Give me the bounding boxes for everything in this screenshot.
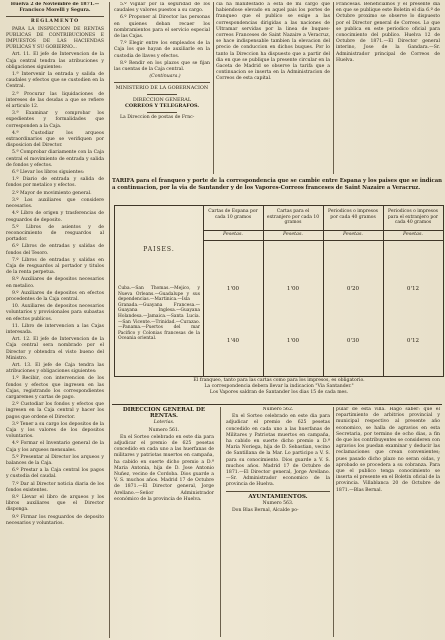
unit-label: Pesetas. <box>283 232 303 237</box>
table-cell: 1'00 <box>286 286 300 292</box>
table-cell: 0'12 <box>406 338 420 344</box>
article-list <box>114 2 210 80</box>
table-cell: 0'12 <box>406 286 420 292</box>
article-paragraph: 2.ª Procurar las liquidaciones de intereses de las deudas a que se refiere el articulo 12. <box>6 91 104 110</box>
item-text: Don Blas Bernal, Alcalde po- <box>232 508 299 514</box>
column-regulations <box>6 2 104 638</box>
article-list <box>6 52 104 527</box>
article-paragraph: 1.º Diario de entrada y salida de fondos por metalico y efectos. <box>6 177 104 189</box>
article-paragraph: 2.º Mayor de movimiento general. <box>12 190 92 196</box>
item-number: Numero 563. <box>262 500 294 506</box>
article-paragraph: 3.º Los auxiliares que considere necesarios. <box>6 197 104 210</box>
article-paragraph: Art. 11. El jefe de Intervencion de la Caja central tendra las atribuciones y obligaciones siguientes: <box>6 52 104 70</box>
article-paragraph: 5.º Presentar al Director los arqueos y balances de la Caja. <box>6 454 104 467</box>
divider <box>114 82 210 83</box>
row-rule <box>203 230 443 231</box>
article-paragraph: 6.º Prestar a la Caja central los pagos y custodia del caudal. <box>6 468 104 480</box>
notice-text: Francesas. Beneficiamos y el presente dia en que se publique este Boletin el dia 6.º de Octubre proximo se observe lo dispuesto por el Director general de Correos. Lo que se publica en este periodico oficial para conocimiento del publico. Huelva 12 de Octubre de 1871.—El Director general interino, Jose de la Gandara.—Sr. Administrador principal de Correos de Huelva. <box>336 2 440 63</box>
article-paragraph: (Continuara.) <box>149 74 181 80</box>
dateline: Huelva 2 de Noviembre de 1871.—Francisco Morelli y Segura. <box>10 2 100 14</box>
divider <box>147 94 177 95</box>
column-rule <box>109 2 110 638</box>
item-text: pular de esta villa. Hago saber: que el repartimiento de arbitrios provincial y municipal respectivo al presente año economico, se halla de agravios en esta Secretaria, por termino de ocho dias, a fin de que los contribuyentes se consideren con agravios los puedan examinar y deducir las reclamaciones que crean convenientes; pues pasado dicho plazo no seran oidas, y aprobado se procedera a su cobranza. Para que el publico tenga conocimiento se inserta el presente en el Boletin oficial de la provincia. Villablanca 20 de Octubre de 1871.—Blas Bernal. <box>336 407 440 493</box>
article-paragraph: 4.º Formar el Inventario general de la Caja y los arqueos mensuales. <box>6 441 104 453</box>
tariff-table <box>114 205 444 377</box>
article-paragraph: 6.º Proponer al Director las personas en quienes deban recaer los nombramientos para el servicio especial de las Cajas. <box>114 15 210 40</box>
article-paragraph: 1.ª Intervenir la entrada y salida de caudales y efectos que se custodien en la Central. <box>6 72 104 90</box>
article-paragraph: Art. 12. El jefe de Intervencion de la Caja central sera nombrado por el Director y obtendra el visto bueno del Ministro. <box>6 337 104 361</box>
article-paragraph: 8.º Auxiliares de depositos necesarios en metalico. <box>6 277 104 289</box>
item-number: Numero 561. <box>148 427 180 433</box>
article-paragraph: 7.º Dar al Director noticia diaria de los fondos existentes. <box>6 481 104 493</box>
direction-heading: DIRECCION GENERAL <box>132 96 192 103</box>
article-paragraph: 5.º Libros de asientos y de reconocimiento de resguardos al portador. <box>6 224 104 243</box>
divider <box>6 16 104 17</box>
item-text: En el Sorteo celebrado en este dia para adjudicar el premio de 625 pesetas concedido en cada uno a las huerfanas de militares y patriotas muertos en campaña, ha cabido en suerte dicho premio a D.ª Maria Antonia, hija de D. Jose Antonio Nuñez, vecino de Cordoba. Dios guarde a V. S. muchos años. Madrid 17 de Octubre de 1871.—El Director general, Jorge Arellano.—Señor Administrador económico de la provincia de Huelva. <box>114 434 214 502</box>
article-paragraph: 5.º Vigilar por la seguridad de los caudales y valores puestos a su cargo. <box>114 2 210 14</box>
table-cell: 1'40 <box>226 338 240 344</box>
column-rule <box>333 2 334 174</box>
article-paragraph: 4.º Libro de origen y trasferencias de resguardos de deposito. <box>6 211 104 223</box>
section-title: REGLAMENTO <box>30 19 80 25</box>
postal-paragraph: La Direccion de postas de Frnc- <box>120 114 195 120</box>
article-paragraph: 9.º Auxiliares de depositos en efectos procedentes de la Caja central. <box>6 290 104 302</box>
article-paragraph: 1.º Recibir, con intervencion de los fondos y efectos que ingresen en las Cajas, registrando los correspondientes cargaremes y cartas de pago. <box>6 376 104 400</box>
countries-header: PAISES. <box>143 246 175 253</box>
table-cell: 1'00 <box>226 286 240 292</box>
item-text: En el Sorteo celebrado en este dia para adjudicar el premio de 625 pesetas concedido en cada uno a las huerfanas de Militares y Patriotas muertos en campaña, ha cabido en suerte dicho premio a D.ª Maria Noriega, hija de D. Sebastian, vecino de Santillana de la Mar. Lo participo a V. S. para su conocimiento. Dios guarde a V. S. muchos años. Madrid 17 de Octubre de 1871.—El Director general, Jorge Arellano.—Sr. Administrador economico de la provincia de Huelva. <box>226 414 330 488</box>
unit-label: Pesetas. <box>403 232 423 237</box>
article-paragraph: 3.ª Examinar y comprobar los expedientes y formalidades que corresponden a la Caja. <box>6 111 104 129</box>
table-cell: 0'20 <box>346 286 360 292</box>
column-regulations-continued <box>114 2 210 174</box>
article-paragraph: 4.ª Custodiar los arqueos extraordinarios que se verifiquen por disposicion del Director. <box>6 130 104 149</box>
header-text: Periodicos o impresos para el extranjero por cada 40 gramos <box>387 209 439 225</box>
column-lottery-562 <box>226 407 330 637</box>
column-postal-notice <box>216 2 330 174</box>
column-rule <box>213 2 214 174</box>
article-paragraph: 8.º Llevar el libro de arqueos y los libros auxiliares que el Director disponga. <box>6 495 104 513</box>
article-paragraph: 9.º Firmar los resguardos de deposito necesarios y voluntarios. <box>6 514 104 526</box>
article-paragraph: 2.º Custodiar los fondos y efectos que ingresen en la Caja central y hacer los pagos que ordene el Director. <box>6 402 104 420</box>
article-paragraph: Art. 13. El jefe de Caja tendra las atribuciones y obligaciones siguientes: <box>6 362 104 375</box>
tariff-notes <box>114 378 444 397</box>
column-notice-end <box>336 2 440 174</box>
note-line: Los Vapores saldran de Santander los dias 15 de cada mes. <box>209 390 349 396</box>
unit-label: Pesetas. <box>343 232 363 237</box>
unit-label: Pesetas. <box>223 232 243 237</box>
column-rule <box>333 407 334 637</box>
article-paragraph: 7.º Libros de entradas y salidas en Caja de resguardos al portador y titulos de la renta perpetua. <box>6 257 104 276</box>
column-rule <box>220 407 221 637</box>
article-paragraph: 8.º Rendir en los plazos que se fijan las cuentas de la Caja central. <box>114 60 210 73</box>
section-title: DIRECCION GENERAL DE RENTAS. <box>122 407 206 420</box>
article-paragraph: 11. Libro de intervencion a las Cajas interesada. <box>6 323 104 335</box>
branch-heading: CORREOS Y TELEGRAFOS. <box>124 103 200 110</box>
divider <box>147 112 177 113</box>
article-paragraph: 7.º Elegir entre los empleados de la Caja los que hayan de auxiliarle en la custodia de llaves y efectos. <box>114 41 210 59</box>
countries-list: Cuba.—San Thomas.—Mejico, y Nueva Orleans.—Guadalupe y sus dependencias.—Martinica.—Isla Granada.—Guayana Francesa.—Guayana Inglesa.—Guayana Holandesa.—Jamaica.—Santa Lucia.—San Vicente.—Trinidad.—Curazao.—Panama.—Puertos del mar Pacifico y Colonias francesas de la Oceania oriental. <box>118 286 200 342</box>
item-number: Numero 562. <box>262 407 294 412</box>
table-cell: 0'30 <box>346 338 360 344</box>
table-cell: 1'00 <box>286 338 300 344</box>
header-text: Cartas de Espana por cada 10 gramos <box>208 209 258 220</box>
subsection-title: Loterias. <box>153 420 175 426</box>
divider <box>226 491 330 492</box>
article-paragraph: 10. Auxiliares de depositos necesarios voluntarios y provisionales para subastas en efectos publicos. <box>6 304 104 322</box>
note-line: El franqueo, tanto para las cartas como para los impresos, es obligatorio. <box>193 378 365 383</box>
countries-column <box>115 206 204 376</box>
notice-text: cia ha manifestado a esta de mi cargo que habiendose elevado en aquel pais los portes de franqueo que el publico se exige a las correspondencias dirigidas a las naciones de Ultramar servidas por la linea de buques-correos Franceses de Saint Nazaire a Veracruz, se hace indispensable tambien la elevacion del precio de conduccion en dichos buques. Por lo tanto la Direccion ha dispuesto que a partir del dia en que se publique la presente circular en la Gaceta de Madrid se observe la tarifa que a continuacion se inserta en la Administracion de Correos de esta capital. <box>216 2 330 82</box>
column-lottery-561 <box>114 407 214 637</box>
header-text: Cartas para el extranjero por cada 10 gramos <box>266 209 320 225</box>
ministry-heading: MINISTERIO DE LA GOBERNACION <box>115 85 209 92</box>
divider <box>112 404 442 405</box>
article-paragraph: 6.º Libros de entradas y salidas de fondos del Tesoro. <box>6 244 104 256</box>
header-text: Periodicos o impresos por cada 40 gramos <box>328 209 378 220</box>
section-title: AYUNTAMIENTOS. <box>248 493 308 500</box>
intro-paragraph: PARA LA INSPECCION DE RENTAS PUBLICAS DE CONTRIBUCIONES E IMPUESTOS DE LAS HACIENDAS PUBLICAS Y SU GOBIERNO... <box>6 26 104 51</box>
article-paragraph: 6.ª Llevar los libros siguientes: <box>12 170 85 176</box>
tariff-heading: TARIFA para el franqueo y porte de la correspondencia que se cambie entre Espana y los paises que se indican a continuacion, por la via de Santander y de los Vapores-Correos franceses de Saint Nazaire a Veracruz. <box>112 178 442 191</box>
article-paragraph: 3.º Tener a su cargo los depositos de la Caja y los valores de los depositos voluntarios. <box>6 421 104 440</box>
row-rule <box>203 240 443 241</box>
note-line: La correspondencia debera llevar la indicacion "Via Santander." <box>204 384 354 390</box>
column-municipal-notice <box>336 407 440 637</box>
article-paragraph: 5.ª Comprobar diariamente con la Caja central el movimiento de entrada y salida de fondos y efectos. <box>6 150 104 168</box>
